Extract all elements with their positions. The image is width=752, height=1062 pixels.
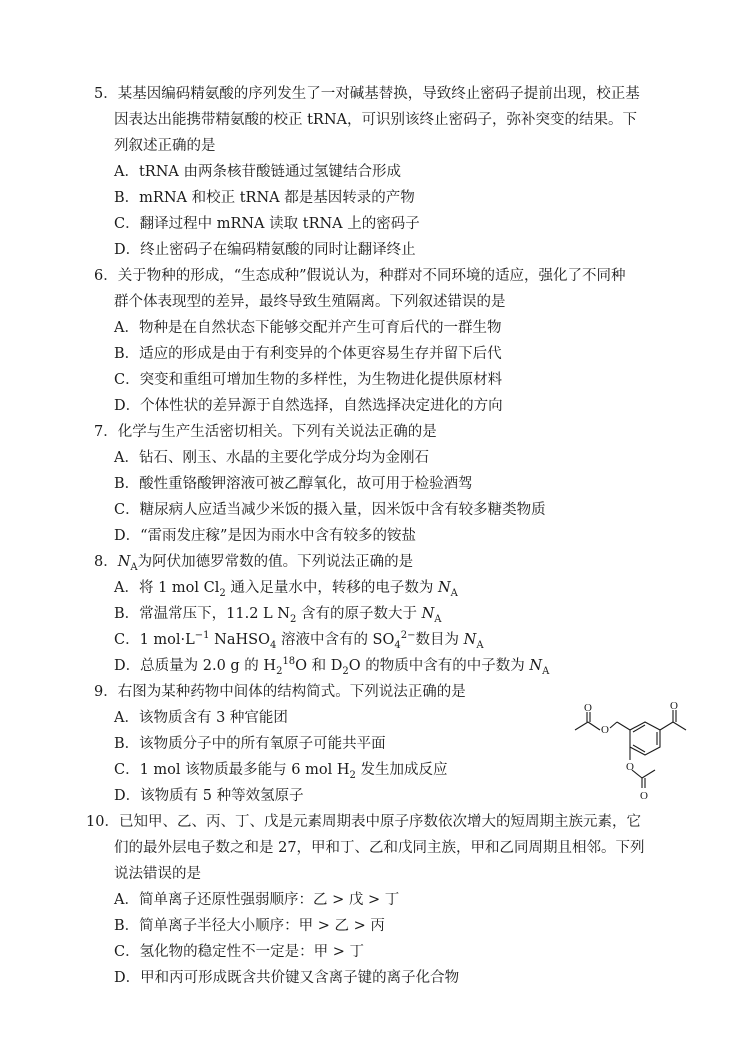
question-8-option-a: A．将 1 mol $Cl_2$ 通入足量水中，转移的电子数为 $N_A$ — [114, 580, 458, 599]
question-6-stem-line-2: 群个体表现型的差异，最终导致生殖隔离。下列叙述错误的是 — [114, 294, 506, 310]
question-6-option-d: D．个体性状的差异源于自然选择，自然选择决定进化的方向 — [114, 398, 503, 414]
ring-double-bond — [633, 745, 645, 752]
methyl-bond — [575, 722, 588, 730]
question-8-stem: 8．$N_A$为阿伏加德罗常数的值。下列说法正确的是 — [94, 554, 414, 573]
question-5-stem-line-1: 5．某基因编码精氨酸的序列发生了一对碱基替换，导致终止密码子提前出现，校正基 — [94, 86, 640, 102]
question-9-option-b: B．该物质分子中的所有氧原子可能共平面 — [114, 736, 386, 752]
question-5-option-c: C．翻译过程中 mRNA 读取 tRNA 上的密码子 — [114, 216, 420, 232]
question-5-option-a: A．tRNA 由两条核苷酸链通过氢键结合形成 — [114, 164, 401, 180]
ch2-bond — [617, 722, 630, 730]
question-5-stem-line-2: 因表达出能携带精氨酸的校正 tRNA，可识别该终止密码子，弥补突变的结果。下 — [114, 112, 638, 128]
question-6-option-b: B．适应的形成是由于有利变异的个体更容易生存并留下后代 — [114, 346, 502, 362]
question-7-stem: 7．化学与生产生活密切相关。下列有关说法正确的是 — [94, 424, 437, 440]
question-10-option-b: B．简单离子半径大小顺序：甲 > 乙 > 丙 — [114, 918, 385, 934]
question-10-stem-line-3: 说法错误的是 — [114, 866, 201, 882]
question-5-option-d: D．终止密码子在编码精氨酸的同时让翻译终止 — [114, 242, 416, 258]
benzene-ring — [630, 722, 660, 755]
question-10-stem-line-1: 10．已知甲、乙、丙、丁、戊是元素周期表中原子序数依次增大的短周期主族元素，它 — [86, 814, 641, 830]
question-5-option-b: B．mRNA 和校正 tRNA 都是基因转录的产物 — [114, 190, 415, 206]
methyl-bond — [673, 722, 686, 730]
question-8-option-c: C．1 $mol\cdot L^{-1}$ NaHSO$_4$ 溶液中含有的 $SO_4^{2-}$数目为 $N_A$ — [114, 630, 484, 651]
question-10-stem-line-2: 们的最外层电子数之和是 27，甲和丁、乙和戊同主族，甲和乙同周期且相邻。下列 — [114, 840, 645, 856]
question-9-stem: 9．右图为某种药物中间体的结构简式。下列说法正确的是 — [94, 684, 466, 700]
question-6-stem-line-1: 6．关于物种的形成，“生态成种”假说认为，种群对不同环境的适应，强化了不同种 — [94, 268, 626, 284]
atom-o-ketone: O — [670, 700, 678, 712]
question-8-option-d: D．总质量为 2.0 g 的 $H_2^{18}O$ 和 $D_2O$ 的物质中含有的中子数为 $N_A$ — [114, 656, 550, 677]
atom-o-carbonyl-bottom: O — [640, 790, 648, 800]
question-5-stem-line-3: 列叙述正确的是 — [114, 138, 216, 154]
atom-o-carbonyl: O — [584, 702, 592, 714]
ester-c-bond — [588, 722, 600, 730]
question-7-option-b: B．酸性重铬酸钾溶液可被乙醇氧化，故可用于检验酒驾 — [114, 476, 473, 492]
question-9-option-c: C．1 mol 该物质最多能与 6 mol $H_2$ 发生加成反应 — [114, 762, 448, 781]
question-7-option-a: A．钻石、刚玉、水晶的主要化学成分均为金刚石 — [114, 450, 429, 466]
methyl-bond — [642, 770, 655, 778]
atom-o-ester: O — [601, 724, 609, 736]
question-8-option-b: B．常温常压下，11.2 L $N_2$ 含有的原子数大于 $N_A$ — [114, 606, 442, 625]
ring-double-bond — [633, 725, 645, 732]
question-10-option-d: D．甲和丙可形成既含共价键又含离子键的离子化合物 — [114, 970, 460, 986]
question-7-option-d: D．“雷雨发庄稼”是因为雨水中含有较多的铵盐 — [114, 528, 416, 544]
question-10-option-c: C．氢化物的稳定性不一定是：甲 > 丁 — [114, 944, 364, 960]
question-6-option-c: C．突变和重组可增加生物的多样性，为生物进化提供原材料 — [114, 372, 503, 388]
ketone-bond — [660, 722, 673, 730]
atom-o-phenol: O — [626, 761, 634, 773]
molecular-structure-diagram — [560, 700, 700, 800]
question-6-option-a: A．物种是在自然状态下能够交配并产生可育后代的一群生物 — [114, 320, 502, 336]
question-10-option-a: A．简单离子还原性强弱顺序：乙 > 戊 > 丁 — [114, 892, 400, 908]
question-7-option-c: C．糖尿病人应适当减少米饭的摄入量，因米饭中含有较多糖类物质 — [114, 502, 546, 518]
ester-o-bond — [610, 722, 617, 728]
question-9-option-d: D．该物质有 5 种等效氢原子 — [114, 788, 304, 804]
question-9-option-a: A．该物质含有 3 种官能团 — [114, 710, 288, 726]
